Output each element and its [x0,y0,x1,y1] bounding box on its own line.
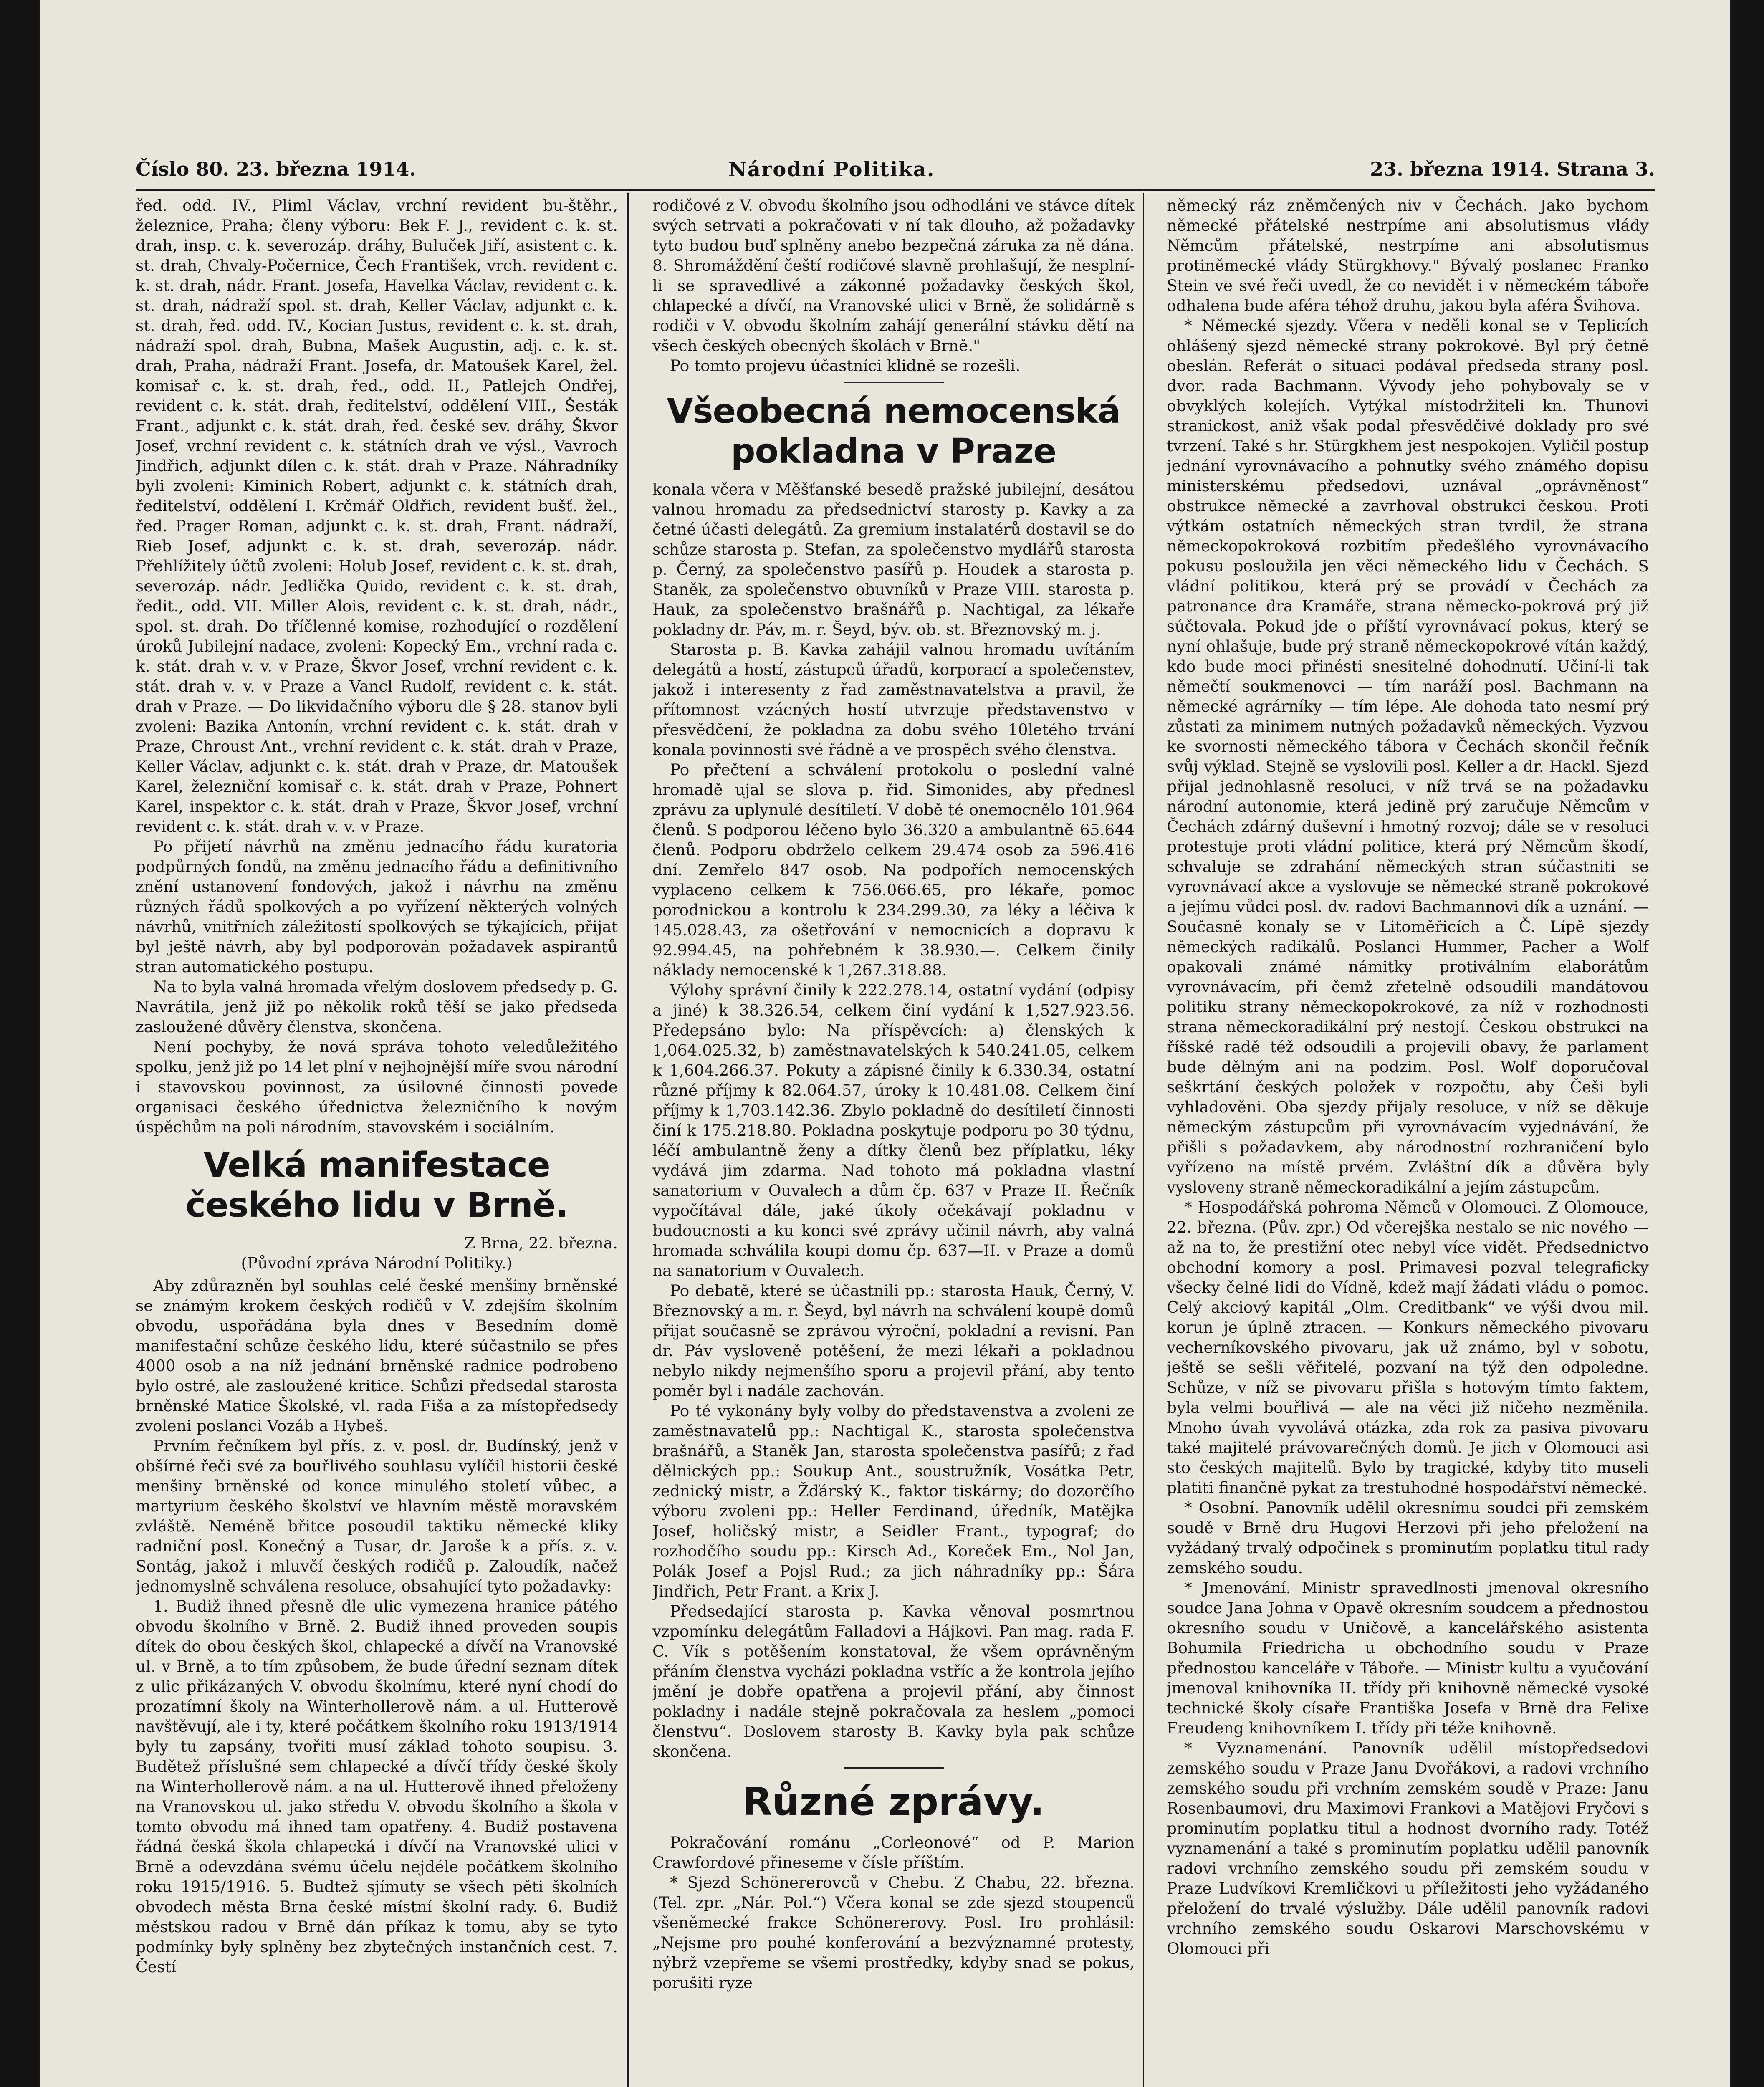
article-text: * Jmenování. Ministr spravedlnosti jmenoval okresního soudce Jana Johna v Opavě okresním soudcem a přednostou okresního soudu v Uničově, a kancelářského asistenta Bohumila Friedricha u obchodního soudu v Praze přednostou kanceláře v Táboře. — Ministr kultu a vyučování jmenoval knihovníka II. třídy při knihovně německé vysoké technické školy císaře Františka Josefa v Brně dra Felixe Freudeng knihovníkem I. třídy při téže knihovně. [1167,1579,1649,1737]
article-text: 1. Budiž ihned přesně dle ulic vymezena hranice pátého obvodu školního v Brně. 2. Budiž ihned proveden soupis dítek do obou českých škol, chlapecké a dívčí na Vranovské ul. v Brně, a to tím způsobem, že bude úřední seznam dítek z ulic přikázaných V. obvodu školnímu, které nyní chodí do prozatímní školy na Winterhollerově nám. a ul. Hutterově navštěvují, ale i ty, které počátkem školního roku 1913/1914 byly tu zapsány, tvořiti musí základ tohoto soupisu. 3. Budětež příslušné sem chlapecké a dívčí třídy české školy na Winterhollerově nám. a na ul. Hutterově ihned přeloženy na Vranovskou ul. jako středu V. obvodu školního a škola v tomto obvodu má ihned tam opatřeny. 4. Budiž postavena řádná česká škola chlapecká i dívčí na Vranovské ulici v Brně a odevzdána svému účelu nejdéle počátkem školního roku 1915/1916. 5. Budtež sjímuty se všech pěti školních obvodech města Brna české místní školní rady. 6. Budiž městskou radou v Brně dán příkaz k tomu, aby se tyto podmínky byly splněny bez zbytečných instančních cest. 7. Čestí [136,1597,618,1976]
page-header [136,158,1655,191]
article-text: * Německé sjezdy. Včera v neděli konal se v Teplicích ohlášený sjezd německé strany pokrokové. Byl prý četně obeslán. Referát o situaci podával předseda strany posl. dvor. rada Bachmann. Vývody jeho pohybovaly se v obvyklých kolejích. Vytýkal místodržiteli kn. Thunovi stranickost, aniž však podal přesvědčivé doklady pro své tvrzení. Také s hr. Stürgkhem jest nespokojen. Vyličil postup jednání vyrovnávacího a pohnutky svého známého dopisu ministerskému předsedovi, uznával „oprávněnost“ obstrukce německé a zavrhoval obstrukci českou. Proti výtkám ostatních německých stran tvrdil, že strana německopokroková rozbitím předešlého vyrovnávacího pokusu posloužila jen věci německého lidu v Čechách. S vládní politikou, která prý se provádí v Čechách za patronance dra Kramáře, strana německo-pokrová prý již súčtovala. Pokud jde o příští vyrovnávací pokus, který se nyní ohlašuje, bude prý straně německopokrové vítán každý, kdo bude moci přinésti snesitelné dohodnutí. Učiní-li tak němečtí soukmenovci — tím naráží posl. Bachmann na německé agrárníky — tím lépe. Ale dohoda tato nesmí prý zůstati za minimem nutných požadavků německých. Vyzvou ke svornosti německého tábora v Čechách skončil řečník svůj výklad. Stejně se vyslovili posl. Keller a dr. Hackl. Sjezd přijal jednohlasně resoluci, v níž trvá se na požadavku národní autonomie, která jedině prý zaručuje Němcům v Čechách zdárný duševní i hmotný rozvoj; dále se v resoluci protestuje proti vládní politice, která prý Němcům škodí, schvaluje se zdrahání německých stran súčastniti se vyrovnávací akce a vyslovuje se německé straně pokrokové a jejímu vůdci posl. dv. radovi Bachmannovi dík a uznání. — Současně konaly se v Litoměřicích a Č. Lípě sjezdy německých radikálů. Poslanci Hummer, Pacher a Wolf opakovali známé námitky protiválním elaborátům vyrovnávacím, při čemž zřetelně odsoudili mandátovou politiku strany německopokrokové, za níž v rozhodnosti strana německoradikální prý nestojí. Českou obstrukci na říšské radě též odsoudili a projevili obavy, že parlament bude dělným ani na podzim. Posl. Wolf doporučoval seškrtání českých položek v rozpočtu, aby Češi byli vyhladověni. Oba sjezdy přijaly resoluce, v níž se děkuje německým zástupcům při vyrovnávacím vyjednávání, že přišli s požadavkem, aby národnostní rozhraničení bylo vyřízeno na místě prvém. Zvláštní dík a důvěra byly vysloveny straně německoradikální a jejím zástupcům. [1167,316,1649,1196]
article-text: * Sjezd Schönererovců v Chebu. Z Chabu, 22. března. (Tel. zpr. „Nár. Pol.“) Včera konal se zde sjezd stoupenců všeněmecké frakce Schönererovy. Posl. Iro prohlásil: „Nejsme pro pouhé konferování a bezvýznamné protesty, nýbrž vzepřeme se všemi prostředky, kdyby snad se pokus, porušiti ryze [652,1873,1135,1992]
article-text: Po přijetí návrhů na změnu jednacího řádu kuratoria podpůrných fondů, na změnu jednacího řádu a definitivního znění ustanovení fondových, jakož i návrhu na změnu různých řádů spolkových a po vyřízení některých volných návrhů, vnitřních záležitostí spolkových se týkajících, přijat byl ještě návrh, aby byl podporován požadavek aspirantů stran automatického postupu. [136,837,618,976]
separator [844,1767,944,1769]
article-text: Není pochyby, že nová správa tohoto veledůležitého spolku, jenž již po 14 let plní v nejhojnější míře svou národní i stavovskou povinnost, za úsilovné činnosti povede organisaci českého úřednictva železničního k novým úspěchům na poli národním, stavovském i sociálním. [136,1038,618,1136]
article-text: * Vyznamenání. Panovník udělil místopředsedovi zemského soudu v Praze Janu Dvořákovi, a radovi vrchního zemského soudu při vrchním zemském soudě v Praze: Janu Rosenbaumovi, dru Maximovi Frankovi a Matějovi Fryčovi s prominutím poplatku titul a hodnost dvorního rady. Totéž vyznamenání a také s prominutím poplatku udělil panovník radovi vrchního zemského soudu při zemském soudu v Praze Ludvíkovi Kremličkovi u příležitosti jeho vyžádaného přeložení do trvalé výslužby. Dále udělil panovník radovi vrchního zemského soudu Oskarovi Marschovskému v Olomouci při [1167,1739,1649,1958]
page-number: 23. března 1914. Strana 3. [1370,158,1655,180]
column-3 [1167,195,1649,2087]
article-text: Na to byla valná hromada vřelým doslovem předsedy p. G. Navrátila, jenž již po několik roků těší se jako předseda zasloužené důvěry členstva, skončena. [136,978,618,1036]
article-text: konala včera v Měšťanské besedě pražské jubilejní, desátou valnou hromadu za předsednictví starosty p. Kavky a za četné účasti delegátů. Za gremium instalatérů dostavil se do schůze starosta p. Stefan, za společenstvo mydlářů starosta p. Černý, za společenstvo pasířů p. Houdek a starosta p. Staněk, za společenstvo obuvníků v Praze VIII. starosta p. Hauk, za společenstvo brašnářů p. Nachtigal, za lékaře pokladny dr. Páv, m. r. Šeyd, býv. ob. st. Březnovský m. j. [652,480,1135,639]
issue-number: Číslo 80. 23. března 1914. [136,158,416,180]
article-text: Pokračování románu „Corleonové“ od P. Marion Crawfordové přineseme v čísle příštím. [652,1833,1135,1872]
article-text: Po té vykonány byly volby do představenstva a zvoleni ze zaměstnavatelů pp.: Nachtigal K., starosta společenstva brašnářů, a Staněk Jan, starosta společenstva pasířů; z řad dělnických pp.: Soukup Ant., soustružník, Vosátka Petr, zednický mistr, a Žďárský K., faktor tiskárny; do dozorčího výboru zvoleni pp.: Heller Ferdinand, úředník, Matějka Josef, holičský mistr, a Seidler Frant., typograf; do rozhodčího soudu pp.: Kirsch Ad., Koreček Em., Nol Jan, Polák Josef a Pojsl Rud.; za jich náhradníky pp.: Šára Jindřich, Petr Frant. a Krix J. [652,1402,1135,1600]
headline-pokladna: Všeobecná nemocenská pokladna v Praze [667,392,1120,471]
section-heading-ruzne-zpravy: Různé zprávy. [742,1779,1045,1824]
article-text: Po debatě, které se účastnili pp.: starosta Hauk, Černý, V. Březnovský a m. r. Šeyd, byl návrh na schválení koupě domů přijat současně se zprávou výroční, pokladní a revisní. Pan dr. Páv vysloveně potěšení, že mezi lékaři a pokladnou nebylo nikdy nejmenšího sporu a projevil přání, aby tento poměr byl i nadále zachován. [652,1281,1135,1400]
column-1 [136,195,618,2087]
article-text: Po tomto projevu účastníci klidně se rozešli. [670,356,1021,375]
article-text: Výlohy správní činily k 222.278.14, ostatní vydání (odpisy a jiné) k 38.326.54, celkem činí vydání k 1,527.923.56. Předepsáno bylo: Na příspěvcích: a) členských k 1,064.025.32, b) zaměstnavatelských k 540.241.05, celkem k 1,604.266.37. Pokuty a zápisné činily k 6.330.34, ostatní různé příjmy k 82.064.57, úroky k 10.481.08. Celkem činí příjmy k 1,703.142.36. Zbylo pokladně do desítiletí činnosti činí k 175.218.80. Pokladna poskytuje podporu po 30 týdnu, léčí ambulantně ženy a dítky členů bez příplatku, léky vydává jim zdarma. Nad tohoto má pokladna vlastní sanatorium v Ouvalech a dům čp. 637 v Praze II. Řečník vypočítával dále, jaké úkoly očekávají pokladnu v budoucnosti a ku konci své zprávy učinil návrh, aby valná hromada schválila koupi domu čp. 637—II. v Praze a domů na sanatorium v Ouvalech. [652,981,1135,1280]
article-text: * Hospodářská pohroma Němců v Olomouci. Z Olomouce, 22. března. (Pův. zpr.) Od včerejška nestalo se nic nového — až na to, že prestižní otec nebyl více vidět. Předsednictvo obchodní komory a posl. Primavesi pozval telegraficky všecky čelné lidi do Vídně, kdež mají žádati vládu o pomoc. Celý akciový kapitál „Olm. Creditbank“ ve výši dvou mil. korun je úplně ztracen. — Konkurs německého pivovaru vecherníkovského pivovaru, jak už známo, byl v sobotu, ještě se sešli věřitelé, pozvaní na týž den odpoledne. Schůze, v níž se pivovaru přišla s hotovým tímto faktem, byla velmi bouřlivá — ale na věci již ničeho nezměnila. Mnoho úvah vyvolává otázka, zda rok za pasiva pivovaru také majitelé právovarečných domů. Je jich v Olomouci asi sto českých majitelů. Bylo by tragické, kdyby tito museli platiti finančně pykat za trestuhodné hospodářství německé. [1167,1198,1649,1497]
header-rule [136,189,1655,191]
article-text: řed. odd. IV., Pliml Václav, vrchní revident bu-štěhr., železnice, Praha; členy výboru: Bek F. J., revident c. k. st. drah, insp. c. k. severozáp. dráhy, Buluček Jiří, asistent c. k. st. drah, Chvaly-Počernice, Čech František, vrch. revident c. k. st. drah, nádr. Frant. Josefa, Havelka Václav, revident c. k. st. drah, nádraží spol. st. drah, Keller Václav, adjunkt c. k. st. drah, řed. odd. IV., Kocian Justus, revident c. k. st. drah, nádraží spol. drah, Bubna, Mašek Augustin, adj. c. k. st. drah, Praha, nádraží Frant. Josefa, dr. Matoušek Karel, žel. komisař c. k. st. drah, řed., odd. II., Patlejch Ondřej, revident c. k. stát. drah, ředitelství, oddělení VIII., Šesták Frant., adjunkt c. k. stát. drah, řed. české sev. dráhy, Škvor Josef, vrchní revident c. k. státních drah ve výsl., Vavroch Jindřich, adjunkt dílen c. k. stát. drah v Praze. Náhradníky byli zvoleni: Kiminich Robert, adjunkt c. k. státních drah, ředitelství, oddělení I. Krčmář Oldřich, revident bušť. žel., řed. Prager Roman, adjunkt c. k. st. drah, Frant. nádraží, Rieb Josef, adjunkt c. k. st. drah, severozáp. nádr. Přehlížitely účtů zvoleni: Holub Josef, revident c. k. st. drah, severozáp. nádr. Jedlička Quido, revident c. k. st. drah, ředit., odd. VII. Miller Alois, revident c. k. st. drah, nádr., spol. st. drah. Do tříčlenné komise, rozhodující o rozdělení úroků Jubilejní nadace, zvoleni: Kopecký Em., vrchní rada c. k. stát. drah v. v. v Praze, Škvor Josef, vrchní revident c. k. stát. drah v. v. v Praze a Vancl Rudolf, revident c. k. stát. drah v Praze. — Do likvidačního výboru dle § 28. stanov byli zvoleni: Bazika Antonín, vrchní revident c. k. stát. drah v Praze, Chroust Ant., vrchní revident c. k. stát. drah v Praze, Keller Václav, adjunkt c. k. stát. drah v Praze, dr. Matoušek Karel, železniční komisař c. k. stát. drah v Praze, Pohnert Karel, inspektor c. k. stát. drah v Praze, Škvor Josef, vrchní revident c. k. stát. drah v. v. v Praze. [136,196,618,836]
separator [844,382,944,383]
article-text: * Osobní. Panovník udělil okresnímu soudci při zemském soudě v Brně dru Hugovi Herzovi při jeho přeložení na vyžádaný trvalý odpočinek s prominutím poplatku titul rady zemského soudu. [1167,1498,1649,1577]
article-text: Předsedající starosta p. Kavka věnoval posmrtnou vzpomínku delegátům Falladovi a Hájkovi. Pan mag. rada F. C. Vík s potěšením konstatoval, že všem oprávněným přáním členstva vycházi pokladna vstříc a že kontrola jejího jmění je dobře opatřena a projevil přání, aby činnost pokladny i nadále stejně pokračovala za heslem „pomoci členstvu“. Doslovem starosty B. Kavky byla pak schůze skončena. [652,1602,1135,1761]
article-text: Aby zdůrazněn byl souhlas celé české menšiny brněnské se známým krokem českých rodičů v V. zdejším školním obvodu, uspořádána byla dnes v Besedním domě manifestační schůze českého lidu, které súčastnilo se přes 4000 osob a na níž jednání brněnské radnice podrobeno bylo ostré, ale zasloužené kritice. Schůzi předsedal starosta brněnské Matice Školské, vl. rada Fiša a za místopředsedy zvoleni poslanci Vozáb a Hybeš. [136,1276,618,1435]
article-text: Prvním řečníkem byl přís. z. v. posl. dr. Budínský, jenž v obšírné řeči své za bouřlivého souhlasu vylíčil historii české menšiny brněnské od konce minulého století vůbec, a martyrium českého školství ve hlavním městě moravském zvláště. Neméně břitce posoudil taktiku německé kliky radniční posl. Konečný a Tusar, dr. Jaroše k a přís. z. v. Sontág, jakož i mluvčí českých rodičů p. Zaloudík, načež jednomyslně schválena resoluce, obsahující tyto požadavky: [136,1437,618,1595]
column-divider-1 [627,193,629,2087]
column-2 [652,195,1135,2087]
source-note: (Původní zpráva Národní Politiky.) [241,1254,513,1272]
dateline: Z Brna, 22. března. [464,1234,618,1252]
article-text: Po přečtení a schválení protokolu o poslední valné hromadě ujal se slova p. řid. Simonides, aby přednesl zprávu za uplynulé desítiletí. V době té onemocnělo 101.964 členů. S podporou léčeno bylo 36.320 a ambulantně 65.644 členů. Podporu obdrželo celkem 29.474 osob za 596.416 dní. Zemřelo 847 osob. Na podpořích nemocenských vyplaceno celkem k 756.066.65, pro lékaře, pomoc porodnickou a kontrolu k 234.299.30, za léky a léčiva k 145.028.43, za ošetřování v nemocnicích a dopravu k 92.994.45, na pohřebném k 38.930.—. Celkem činily náklady nemocenské k 1,267.318.88. [652,761,1135,979]
column-divider-2 [1143,193,1144,2087]
article-text: Starosta p. B. Kavka zahájil valnou hromadu uvítáním delegátů a hostí, zástupců úřadů, korporací a společenstev, jakož i interesenty z řad zaměstnavatelstva a pravil, že přítomnost vzácných hostí utvrzuje představenstvo v přesvědčení, že pokladna za dobu svého 10letého trvání konala povinnosti své řádně a ve prospěch svého členstva. [652,640,1135,759]
newspaper-page [40,0,1730,2087]
masthead: Národní Politika. [728,158,935,181]
headline-manifestace: Velká manifestace českého lidu v Brně. [185,1145,568,1225]
article-text: německý ráz zněmčených niv v Čechách. Jako bychom německé přátelské nestrpíme ani absolutismus vlády Němcům přátelské, nestrpíme ani absolutismus protiněmecké vlády Stürgkhovy." Bývalý poslanec Franko Stein ve své řeči uvedl, že co nevidět i v německém táboře odhalena bude aféra téhož druhu, jakou byla aféra Švihova. [1167,196,1649,315]
article-text: rodičové z V. obvodu školního jsou odhodláni ve stávce dítek svých setrvati a pokračovati v ní tak dlouho, až požadavky tyto budou buď splněny anebo bezpečná záruka za ně dána. 8. Shromáždění čeští rodičové slavně prohlašují, že nesplní-li se spravedlivé a zákonné požadavky českých škol, chlapecké a dívčí, na Vranovské ulici v Brně, že solidárně s rodiči v V. obvodu školním zahájí generální stávku dětí na všech českých obecných školách v Brně." [652,196,1135,355]
